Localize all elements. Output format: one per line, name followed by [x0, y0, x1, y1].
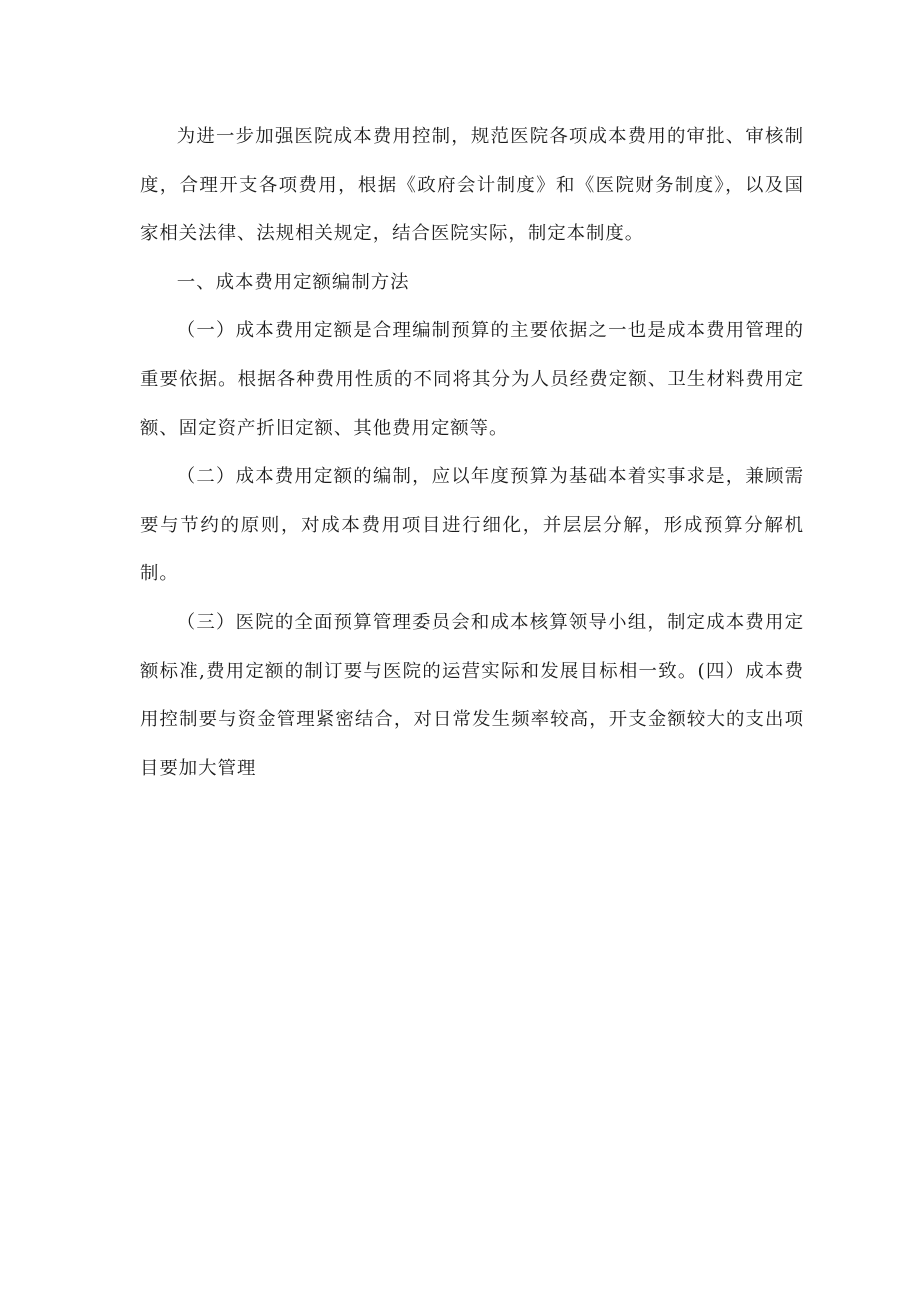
- document-body: [140, 113, 804, 793]
- clause-1-paragraph: （一）成本费用定额是合理编制预算的主要依据之一也是成本费用管理的重要依据。根据各种费用性质的不同将其分为人员经费定额、卫生材料费用定额、固定资产折旧定额、其他费用定额等。: [140, 320, 804, 439]
- clause-3-paragraph: （三）医院的全面预算管理委员会和成本核算领导小组，制定成本费用定额标准,费用定额的制订要与医院的运营实际和发展目标相一致。(四）成本费用控制要与资金管理紧密结合，对日常发生频率较高，开支金额较大的支出项目要加大管理: [140, 611, 804, 779]
- clause-2-paragraph: （二）成本费用定额的编制，应以年度预算为基础本着实事求是，兼顾需要与节约的原则，对成本费用项目进行细化，并层层分解，形成预算分解机制。: [140, 466, 804, 585]
- intro-paragraph: 为进一步加强医院成本费用控制，规范医院各项成本费用的审批、审核制度，合理开支各项费用，根据《政府会计制度》和《医院财务制度》，以及国家相关法律、法规相关规定，结合医院实际，制定本制度。: [140, 126, 804, 245]
- section-heading: 一、成本费用定额编制方法: [176, 271, 410, 293]
